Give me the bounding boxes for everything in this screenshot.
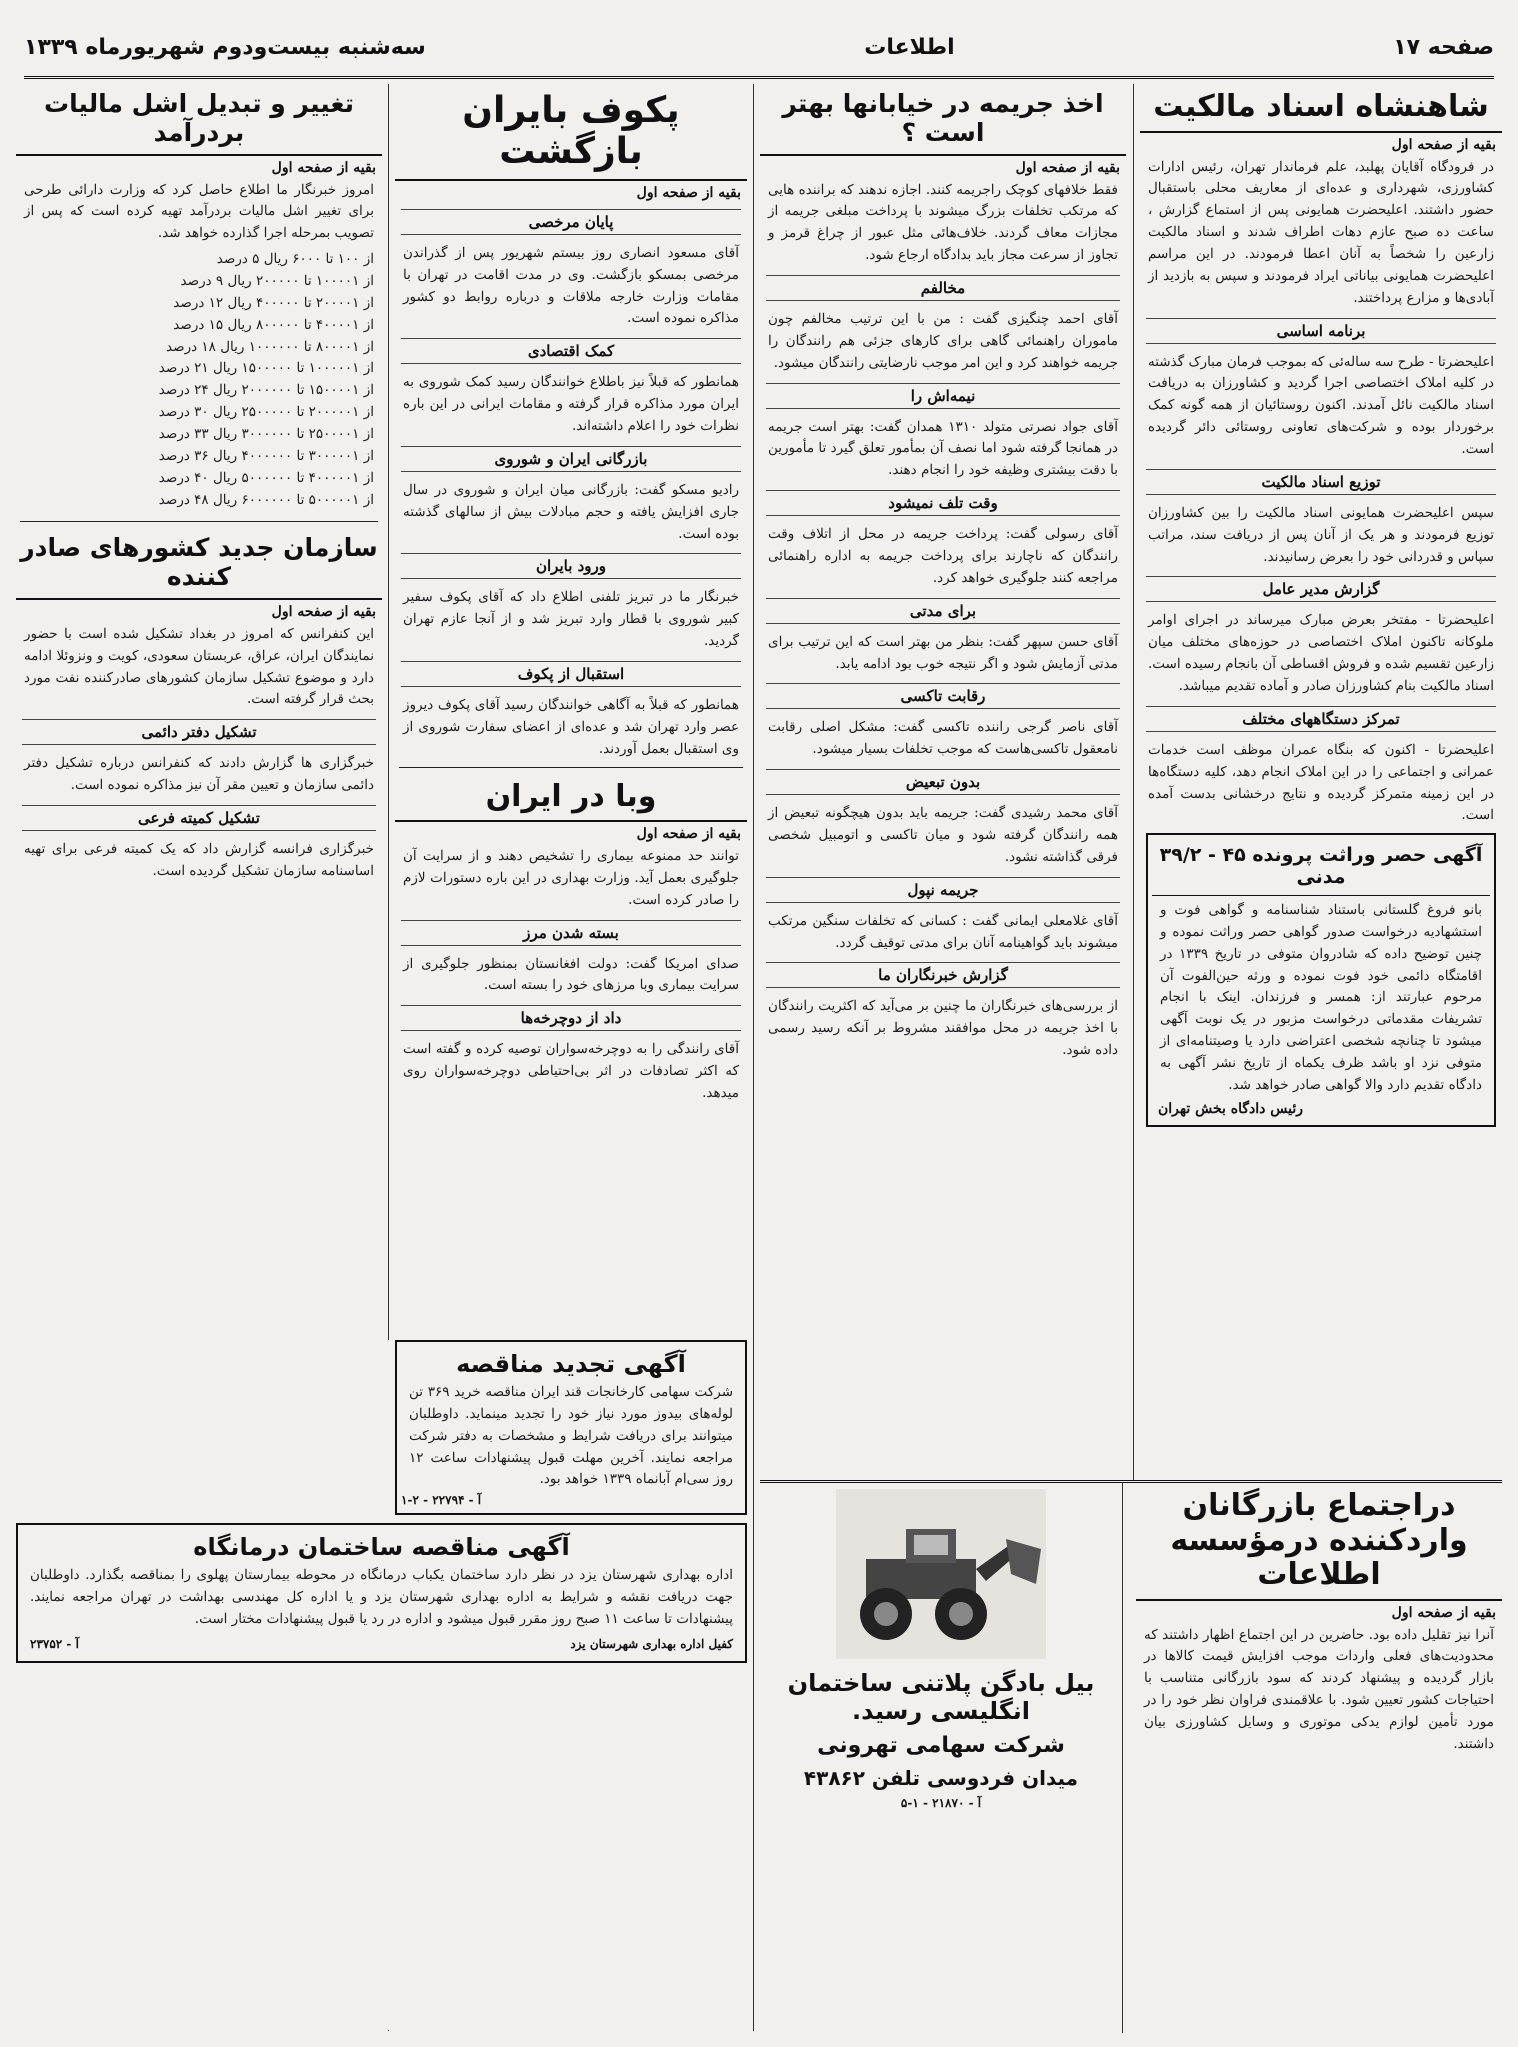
tax-bracket-line: از ۵۰۰۰۰۰۱ تا ۶۰۰۰۰۰۰ ریال ۴۸ درصد (158, 491, 374, 508)
article-body: آقای محمد رشیدی گفت: جریمه باید بدون هیچگونه تبعیض از همه رانندگان گرفته شود و میان تاکسی و اتومبیل شخصی فرقی گذاشته نشود. (768, 805, 1118, 865)
tax-bracket-line: از ۳۰۰۰۰۰۱ تا ۴۰۰۰۰۰۰ ریال ۳۶ درصد (158, 447, 374, 464)
tax-bracket-line: از ۱۰۰ تا ۶۰۰۰ ریال ۵ درصد (216, 251, 374, 268)
subheading: استقبال از پکوف (401, 661, 741, 687)
article-body: آقای غلامعلی ایمانی گفت : کسانی که تخلفات سنگین مرتکب میشوند باید گواهینامه آنان برای مدتی توقیف گردد. (768, 912, 1118, 951)
subheading: وقت تلف نمیشود (766, 490, 1120, 516)
kicker: بقیه از صفحه اول (636, 184, 741, 201)
article-body: آقای جواد نصرتی متولد ۱۳۱۰ همدان گفت: بهتر است جریمه در همانجا گرفته شود اما نصف آن بمأمور تعلق گیرد تا مأمورین با دقت بیشتری وظیفه خود را انجام دهند. (768, 418, 1118, 479)
ad-body: اداره بهداری شهرستان یزد در نظر دارد ساختمان یکباب درمانگاه در محوطه بیمارستان پهلوی را بمناقصه بگذارد. داوطلبان جهت دریافت نقشه و شرایط به اداره بهداری شهرستان یزد و یا اداره کل مهندسی بهداشت در تهران مراجعه نمایند. پیشنهادات تا ساعت ۱۱ صبح روز مقرر قبول میشود و اداره در رد یا قبول پیشنهادات مختار است. (30, 1567, 733, 1628)
merchants-section (760, 1480, 1502, 2033)
tax-bracket-line: از ۸۰۰۰۰۱ تا ۱۰۰۰۰۰۰ ریال ۱۸ درصد (166, 338, 374, 355)
ad-company: شرکت سهامی تهرونی (817, 1733, 1065, 1758)
kicker: بقیه از صفحه اول (1391, 136, 1496, 153)
tax-bracket-line: از ۱۰۰۰۰۰۱ تا ۱۵۰۰۰۰۰ ریال ۲۱ درصد (158, 360, 374, 377)
tax-bracket-list (16, 245, 382, 515)
notice-body: بانو فروغ گلستانی باستناد شناسنامه و گواهی فوت و استشهادیه درخواست صدور گواهی حصر وراثت نموده و چنین توضیح داده که شادروان متوفی در تاریخ ۱۳۳۹ در اقامتگاه دائمی خود فوت نموده و ورثه حین‌الفوت آن مرحوم عبارتند از: همسر و فرزندان. اینک با انجام تشریفات مقدماتی درخواست مزبور در یک نوبت آگهی میشود تا چنانچه شخصی اعتراضی دارد یا وصیتنامه‌ای از متوفی نزد او باشد ظرف یکماه از تاریخ نشر آگهی به دادگاه تقدیم دارد والا گواهی صادر خواهد شد. (1160, 901, 1482, 1093)
tax-bracket-line: از ۱۵۰۰۰۰۱ تا ۲۰۰۰۰۰۰ ریال ۲۴ درصد (158, 382, 374, 399)
article-body: همانطور که قبلاً به آگاهی خوانندگان رسید آقای پکوف دیروز عصر وارد تهران شد و عده‌ای از اعضای سفارت شوروی از وی استقبال بعمل آوردند. (403, 696, 739, 757)
ad-code: آ - ۲۲۷۹۴ - ۲-۱ (401, 1493, 482, 1508)
date-line: سه‌شنبه بیست‌ودوم شهریورماه ۱۳۳۹ (24, 34, 426, 60)
subheading: گزارش مدیر عامل (1146, 576, 1496, 602)
tax-bracket-line: از ۱۰۰۰۰۱ تا ۲۰۰۰۰۰ ریال ۹ درصد (180, 272, 374, 289)
divider (399, 767, 743, 768)
article-body: خبرگزاری فرانسه گزارش داد که یک کمیته فرعی برای تهیه اساسنامه سازمان تشکیل گردیده است. (24, 841, 374, 879)
page-number: صفحه ۱۷ (1393, 34, 1494, 60)
article-body: اعلیحضرتا - مفتخر بعرض مبارک میرساند در اجرای اوامر ملوکانه تاکنون املاک اختصاصی در حوزه‌های مختلف میان زارعین تقسیم شده و فروش اقساطی آن بانجام رسیده است. اسناد مالکیت بنام کشاورزان صادر و آماده تقدیم میباشد. (1148, 612, 1494, 694)
tax-bracket-line: از ۲۵۰۰۰۰۱ تا ۳۰۰۰۰۰۰ ریال ۳۳ درصد (158, 425, 374, 442)
article-body: توانند حد ممنوعه بیماری را تشخیص دهند و از سرایت آن جلوگیری بعمل آید. وزارت بهداری در این باره دستورات لازم را صادر کرده است. (403, 848, 739, 908)
subheading: بدون تبعیض (766, 769, 1120, 795)
article-body: خبرگزاری ها گزارش دادند که کنفرانس درباره تشکیل دفتر دائمی سازمان و تعیین مقر آن نیز مذاکره نموده است. (24, 755, 374, 794)
article-body: آقای رانندگی را به دوچرخه‌سواران توصیه کرده و گفته است که اکثر تصادفات در اثر بی‌احتیاطی دوچرخه‌سواران روی میدهد. (403, 1041, 739, 1102)
tender-renewal-ad (395, 1340, 747, 1515)
ad-title: آگهی تجدید مناقصه (456, 1350, 686, 1378)
kicker: بقیه از صفحه اول (271, 603, 376, 620)
headline-traffic-fines: اخذ جریمه در خیابانها بهتر است ؟ (760, 84, 1126, 156)
article-body: آنرا نیز تقلیل داده بود. حاضرین در این اجتماع اظهار داشتند که محدودیت‌های فعلی واردات موجب افزایش قیمت کالاها در بازار گردیده و پیشنهاد کردند که سود بازرگانی متناسب با احتیاجات کشور تعیین شود. با علاقمندی فراوان نظر خود را در مورد تأمین لوازم یدکی موتوری و وسایل کشاورزی بیان داشتند. (1144, 1626, 1494, 1752)
article-body: امروز خبرنگار ما اطلاع حاصل کرد که وزارت دارائی طرحی برای تغییر اشل مالیات بردرآمد تهیه کرده است که پس از تصویب بمرحله اجرا گذارده خواهد شد. (24, 181, 374, 242)
notice-title: آگهی حصر وراثت پرونده ۴۵ - ۳۹/۲ مدنی (1152, 839, 1490, 896)
ad-title: بیل بادگن پلاتنی ساختمان انگلیسی رسید. (787, 1669, 1095, 1725)
article-body: آقای ناصر گرجی راننده تاکسی گفت: مشکل اصلی رقابت نامعقول تاکسی‌هاست که موجب تخلفات بسیار میشود. (768, 719, 1118, 758)
headline-income-tax: تغییر و تبدیل اشل مالیات بردرآمد (16, 84, 382, 156)
clinic-tender-ad (16, 1523, 747, 1663)
subheading: پایان مرخصی (401, 209, 741, 235)
kicker: بقیه از صفحه اول (1391, 1604, 1496, 1621)
subheading: توزیع اسناد مالکیت (1146, 469, 1496, 495)
subheading: تمرکز دستگاههای مختلف (1146, 706, 1496, 732)
article-body: رادیو مسکو گفت: بازرگانی میان ایران و شوروی در سال جاری افزایش یافته و حجم مبادلات بیش از سالهای گذشته بوده است. (403, 481, 739, 542)
subheading: بسته شدن مرز (401, 920, 741, 946)
headline-land-deeds: شاهنشاه اسناد مالکیت (1140, 84, 1502, 133)
tax-bracket-line: از ۲۰۰۰۰۰۱ تا ۲۵۰۰۰۰۰ ریال ۳۰ درصد (158, 404, 374, 421)
article-body: آقای مسعود انصاری روز بیستم شهریور پس از گذراندن مرخصی بمسکو بازگشت. وی در مدت اقامت در تهران با مقامات وزارت خارجه ملاقات و درباره روابط دو کشور مذاکره نموده است. (403, 244, 739, 327)
ad-body: شرکت سهامی کارخانجات قند ایران مناقصه خرید ۳۶۹ تن لوله‌های بیدوز مورد نیاز خود را تجدید مینماید. داوطلبان میتوانند برای دریافت شرایط و مشخصات به دفتر شرکت مراجعه نمایند. آخرین مهلت قبول پیشنهادات ساعت ۱۲ روز سی‌ام آبانماه ۱۳۳۹ خواهد بود. (409, 1384, 734, 1488)
article-body: اعلیحضرتا - اکنون که بنگاه عمران موظف است خدمات عمرانی و اجتماعی را در این املاک انجام دهد، کلیه دستگاه‌ها در این زمینه متمرکز گردیده و نتایج درخشانی بدست آمده است. (1148, 741, 1494, 824)
subheading: نیمه‌اش را (766, 383, 1120, 409)
subheading: مخالفم (766, 275, 1120, 301)
ads-section (16, 1340, 747, 2030)
divider (20, 521, 378, 522)
ad-code: آ - ۲۱۸۷۰ - ۱-۵ (900, 1796, 982, 1810)
machinery-ad (760, 1483, 1123, 2033)
headline-cholera: وبا در ایران (395, 774, 747, 823)
subheading: کمک اقتصادی (401, 338, 741, 364)
article-body: آقای رسولی گفت: پرداخت جریمه در محل از اتلاف وقت رانندگان که ناچارند برای پرداخت جریمه به اداره راهنمائی مراجعه کنند جلوگیری خواهد کرد. (768, 526, 1118, 586)
article-body: سپس اعلیحضرت همایونی اسناد مالکیت را بین کشاورزان توزیع فرمودند و هر یک از آنان پس از دریافت سند، مراتب سپاس و قدردانی خود را بعرض رسانیدند. (1148, 504, 1494, 565)
subheading: تشکیل دفتر دائمی (22, 719, 376, 745)
subheading: داد از دوچرخه‌ها (401, 1005, 741, 1031)
article-body: همانطور که قبلاً نیز باطلاع خوانندگان رسید کمک شوروی به ایران مورد مذاکره قرار گرفته و مقامات ایرانی در این باره نظرات خود را اعلام داشته‌اند. (403, 374, 739, 434)
kicker: بقیه از صفحه اول (271, 159, 376, 176)
article-body: آقای احمد چنگیزی گفت : من با این ترتیب مخالفم چون ماموران راهنمائی گاهی برای کارهای جزئی هم رانندگان را جریمه خواهند کرد و این امر موجب نارضایتی رانندگان میشود. (768, 310, 1118, 371)
merchants-article (1136, 1483, 1502, 2033)
ad-address: میدان فردوسی تلفن ۴۳۸۶۲ (803, 1766, 1079, 1790)
article-body: فقط خلافهای کوچک راجریمه کنند. اجازه ندهند که براننده هایی که مرتکب تخلفات بزرگ میشوند با پرداخت مبلغی جریمه از مجازات معاف گردند. خلاف‌هائی مثل عبور از چراغ قرمز و تجاوز از سرعت مجاز باید بدادگاه ارجاع شود. (768, 181, 1118, 264)
column-divider (753, 84, 754, 2031)
subheading: گزارش خبرنگاران ما (766, 962, 1120, 988)
subheading: بازرگانی ایران و شوروی (401, 446, 741, 472)
tax-bracket-line: از ۴۰۰۰۰۰۱ تا ۵۰۰۰۰۰۰ ریال ۴۰ درصد (158, 469, 374, 486)
subheading: ورود بایران (401, 553, 741, 579)
article-body: خبرنگار ما در تبریز تلفنی اطلاع داد که آقای پکوف سفیر کبیر شوروی با قطار وارد تبریز شد و از آنجا عازم تهران گردید. (403, 589, 739, 650)
tax-bracket-line: از ۴۰۰۰۰۱ تا ۸۰۰۰۰۰ ریال ۱۵ درصد (173, 316, 374, 333)
subheading: برنامه اساسی (1146, 318, 1496, 344)
notice-sign: رئیس دادگاه بخش تهران (1158, 1100, 1304, 1117)
headline-merchants: دراجتماع بازرگانان واردکننده درمؤسسه اطلاعات (1136, 1483, 1502, 1601)
headline-pegov-returns: پکوف بایران بازگشت (395, 84, 747, 181)
bulldozer-illustration (836, 1489, 1046, 1659)
subheading: تشکیل کمیته فرعی (22, 805, 376, 831)
kicker: بقیه از صفحه اول (1015, 159, 1120, 176)
article-body: صدای امریکا گفت: دولت افغانستان بمنظور جلوگیری از سرایت بیماری وبا مرزهای خود را بسته است. (403, 955, 739, 994)
subheading: رقابت تاکسی (766, 683, 1120, 709)
paper-name: اطلاعات (864, 34, 955, 60)
article-body: آقای حسن سپهر گفت: بنظر من بهتر است که این ترتیب برای مدتی آزمایش شود و اگر نتیجه خوب بود ادامه یابد. (768, 633, 1118, 672)
article-body: در فرودگاه آقایان پهلبد، علم فرماندار تهران، رئیس ادارات کشاورزی، شهرداری و عده‌ای از معاریف محلی باستقبال حضور داشتند. اعلیحضرت همایونی پس از استماع گزارش ، ساعت ده صبح عازم دهات اطراف شدند و اسناد مالکیت زارعین را شخصاً به آنان اعطا فرمودند. در این مراسم اعلیحضرت همایونی بیاناتی ایراد فرمودند و سپس به بازدید از آبادی‌ها و مزارع پرداختند. (1148, 158, 1494, 306)
ad-code: آ - ۲۳۷۵۲ (30, 1636, 79, 1651)
subheading: برای مدتی (766, 598, 1120, 624)
article-body: از بررسی‌های خبرنگاران ما چنین بر می‌آید که اکثریت رانندگان با اخذ جریمه در محل موافقند مشروط بر آنکه رسید رسمی داده شود. (768, 998, 1118, 1059)
subheading: جریمه نپول (766, 877, 1120, 903)
ad-title: آگهی مناقصه ساختمان درمانگاه (193, 1533, 570, 1562)
article-body: این کنفرانس که امروز در بغداد تشکیل شده است با حضور نمایندگان ایران، عراق، عربستان سعودی، کویت و ونزوئلا ادامه دارد و موضوع تشکیل سازمان کشورهای صادرکننده نفت مورد بحث قرار گرفته است. (24, 625, 374, 708)
tax-bracket-line: از ۲۰۰۰۰۱ تا ۴۰۰۰۰۰ ریال ۱۲ درصد (173, 294, 374, 311)
article-body: اعلیحضرتا - طرح سه ساله‌ئی که بموجب فرمان مبارک گذشته در کلیه املاک اختصاصی اجرا گردید و کشاورزان به دریافت اسناد مالکیت نائل آمدند. اکنون روستائیان از همه گونه کمک برخوردار بوده و شرکت‌های تعاونی روستائی دائر گردیده است. (1148, 353, 1494, 457)
masthead (24, 18, 1494, 79)
headline-opec: سازمان جدید کشورهای صادر کننده (16, 528, 382, 600)
kicker: بقیه از صفحه اول (636, 826, 741, 843)
ad-sign: کفیل اداره بهداری شهرستان یزد (570, 1636, 733, 1651)
inheritance-notice (1146, 833, 1496, 1126)
